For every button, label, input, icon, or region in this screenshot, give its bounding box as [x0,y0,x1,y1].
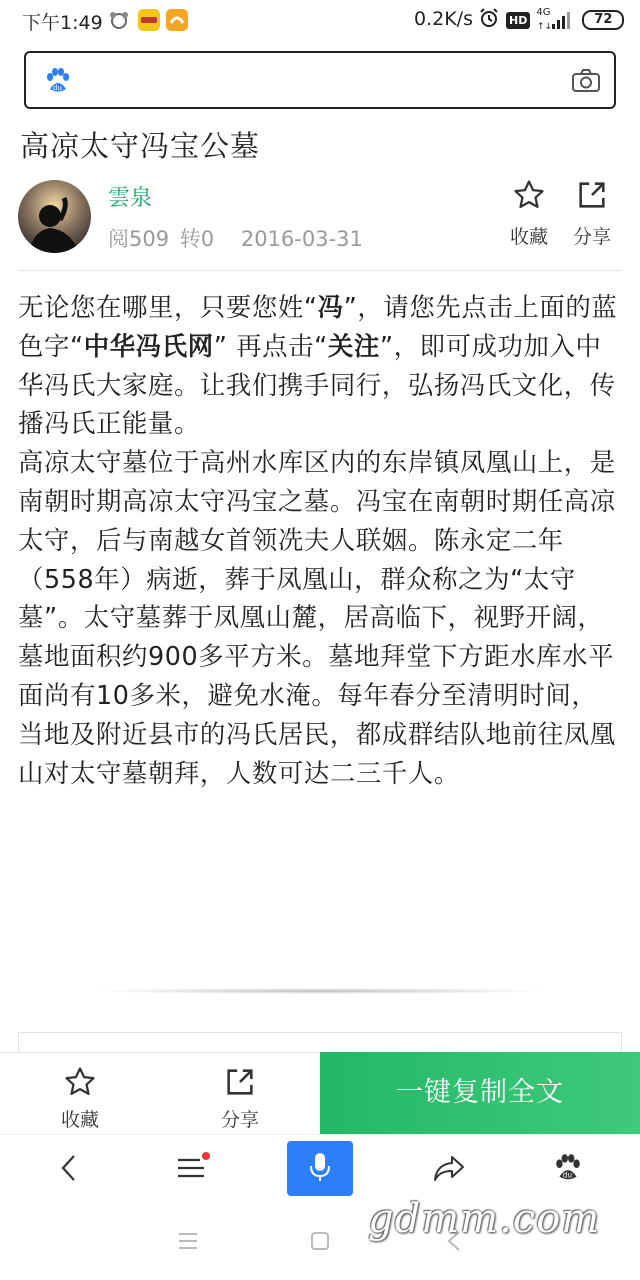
content-end-shadow [90,988,550,994]
share-label: 分享 [572,226,611,248]
star-icon [512,197,546,216]
menu-button[interactable] [160,1135,224,1205]
share-icon [575,197,609,216]
forward-share-button[interactable] [417,1135,481,1205]
voice-search-button[interactable] [287,1141,353,1196]
page-title: 高凉太守冯宝公墓 [20,129,261,163]
follow-highlight: 关注 [327,330,380,361]
baidu-home-button[interactable] [536,1135,600,1205]
notification-dot [202,1152,210,1160]
watermark-text: gdmm.com [368,1196,601,1242]
network-speed: 0.2K/s [414,8,473,30]
forward-icon [432,1154,466,1186]
hd-icon: HD [506,12,530,29]
main-paragraph: 高凉太守墓位于高州水库区内的东岸镇凤凰山上，是南朝时期高凉太守冯宝之墓。冯宝在南朝时期任高凉太守，后与南越女首领冼夫人联姻。陈永定二年（558年）病逝，葬于凤凰山，群众称之为“太守墓”。太守墓葬于凤凰山麓，居高临下，视野开阔，墓地面积约900多平方米。墓地拜堂下方距水库水平面尚有10多米，避免水淹。每年春分至清明时间，当地及附近县市的冯氏居民，都成群结队地前往凤凰山对太守墓朝拜，人数可达二三千人。 [18,447,616,788]
microphone-icon [308,1151,332,1187]
baidu-paw-icon[interactable] [44,67,72,99]
article-body [18,288,622,792]
bottom-collect-label: 收藏 [60,1109,99,1131]
share-icon [160,1065,320,1103]
status-bar [0,0,640,40]
monkey-app-icon [108,9,130,31]
status-time: 下午1:49 [22,12,103,34]
search-input[interactable] [24,51,616,109]
share-button[interactable] [562,178,622,250]
yellow-app-icon [138,9,160,31]
publish-date: 2016-03-31 [240,227,363,251]
status-icons [478,8,624,32]
svg-text:↑↓: ↑↓ [537,22,553,31]
alarm-icon [478,7,500,33]
collect-label: 收藏 [509,226,548,248]
bottom-share-button[interactable] [160,1053,320,1135]
divider [18,270,622,271]
baidu-paw-icon [553,1153,583,1187]
collect-button[interactable] [499,178,559,250]
recent-apps-icon[interactable] [178,1232,198,1254]
bottom-collect-button[interactable] [0,1053,160,1135]
svg-text:du: du [53,84,62,92]
read-count: 阅509 [108,227,170,251]
avatar[interactable] [18,180,91,253]
signal-icon: 4G ↑↓ [536,9,576,31]
menu-icon [176,1155,208,1185]
home-icon[interactable] [310,1231,330,1255]
battery-icon: 72 [582,10,624,30]
chevron-left-icon [59,1153,79,1187]
intro-paragraph: 无论您在哪里，只要您姓“冯”，请您先点击上面的蓝色字“中华冯氏网” 再点击“关注”，即可成功加入中华冯氏大家庭。让我们携手同行，弘扬冯氏文化，传播冯氏正能量。 [18,292,618,439]
account-name-highlight: 中华冯氏网 [83,330,214,361]
svg-text:du: du [562,1170,573,1180]
article-meta [108,223,363,253]
author-name[interactable]: 雲泉 [108,186,153,211]
star-icon [0,1065,160,1103]
back-button[interactable] [37,1135,101,1205]
camera-icon[interactable] [572,69,600,97]
copy-all-button[interactable]: 一键复制全文 [320,1052,640,1134]
uc-browser-icon [166,9,188,31]
repost-count: 转0 [179,227,215,251]
surname-highlight: 冯 [317,292,344,322]
bottom-share-label: 分享 [220,1109,259,1131]
